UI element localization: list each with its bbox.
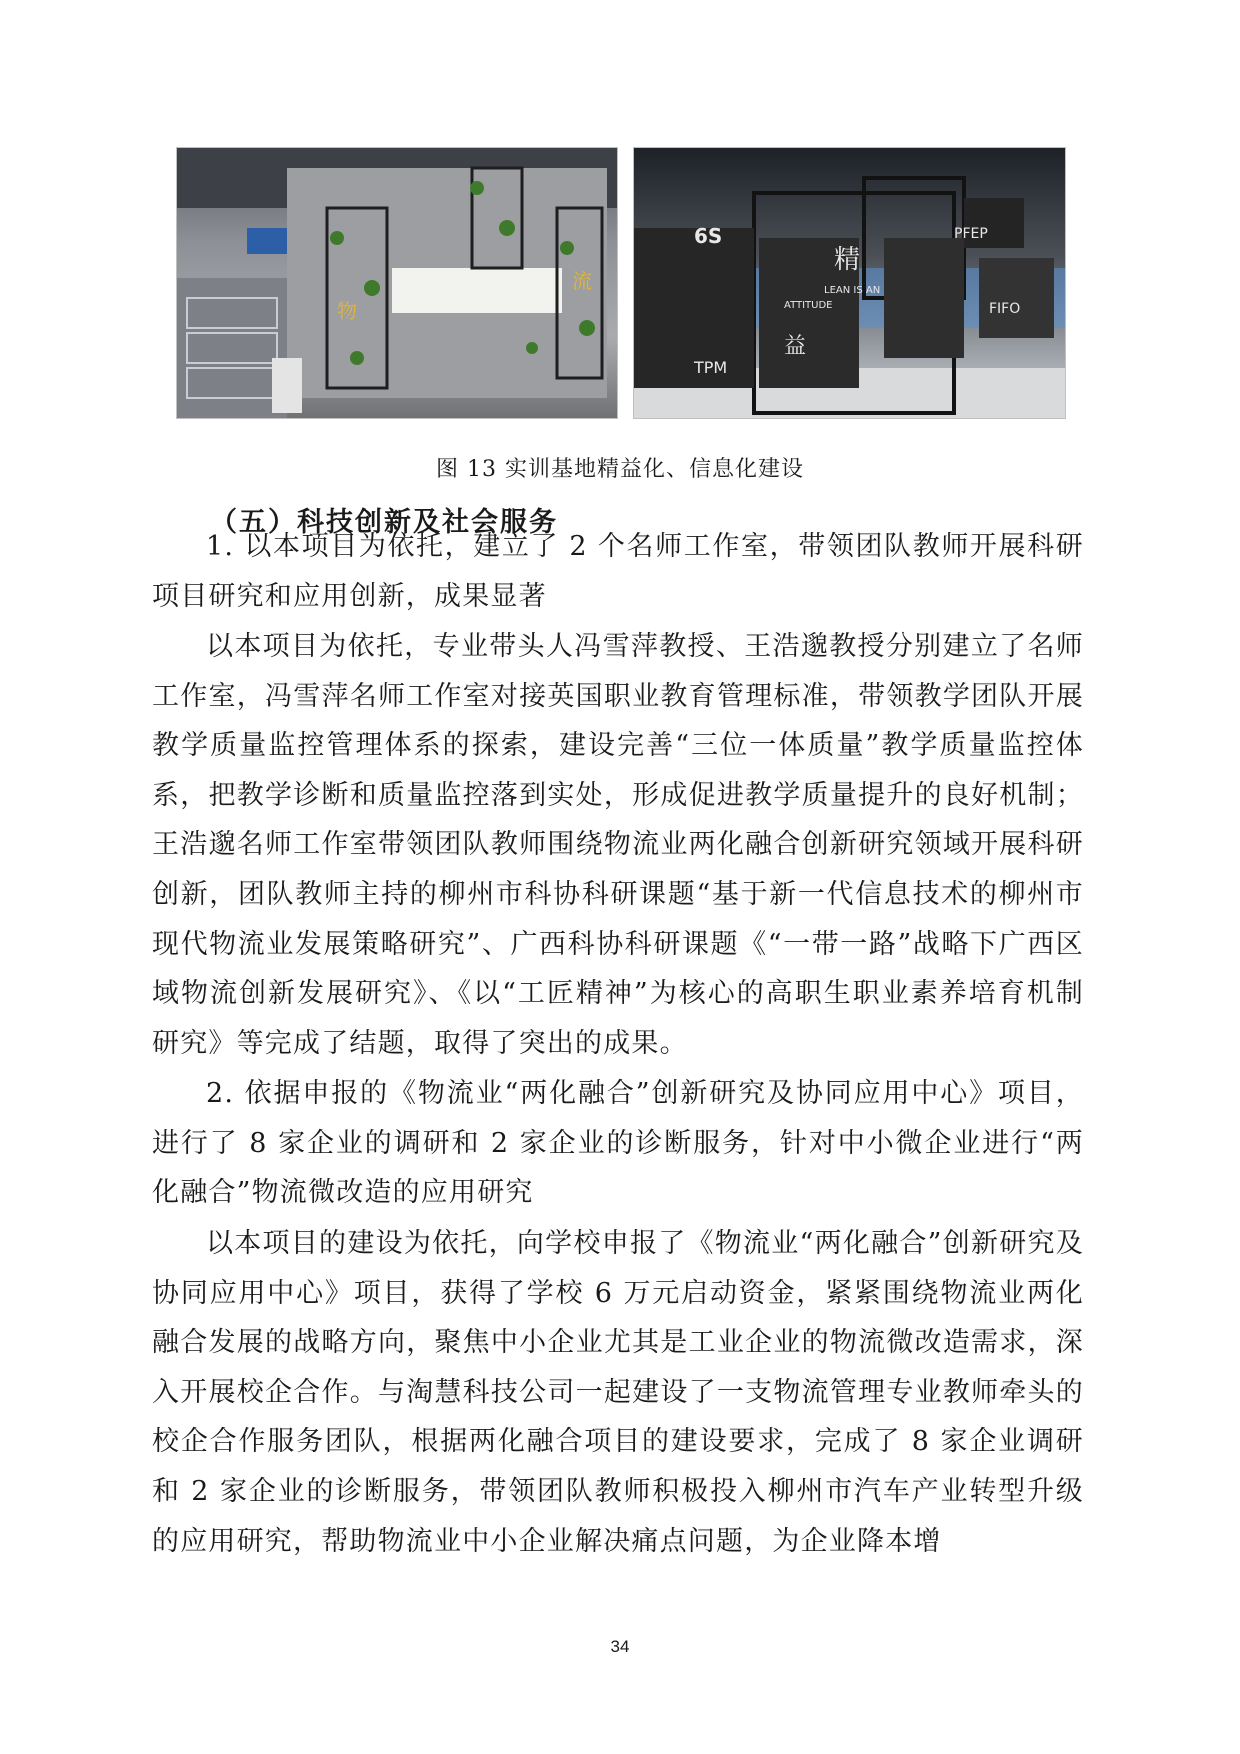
signage-jing: 精	[834, 245, 861, 275]
signage-yi: 益	[784, 334, 807, 359]
signage-wu: 物	[337, 299, 357, 323]
signage-pfep: PFEP	[954, 226, 988, 242]
warehouse-wall-illustration	[177, 148, 617, 418]
lean-display-illustration	[634, 148, 1065, 418]
paragraph-4: 以本项目的建设为依托，向学校申报了《物流业“两化融合”创新研究及协同应用中心》项目，获得了学校 6 万元启动资金，紧紧围绕物流业两化融合发展的战略方向，聚焦中小企业尤其是工业企业的物流微改造需求，深入开展校企合作。与淘慧科技公司一起建设了一支物流管理专业教师牵头的校企合作服务团队，根据两化融合项目的建设要求，完成了 8 家企业调研和 2 家企业的诊断服务，带领团队教师积极投入柳州市汽车产业转型升级的应用研究，帮助物流业中小企业解决痛点问题，为企业降本增	[152, 1228, 1084, 1557]
signage-fifo: FIFO	[989, 301, 1021, 317]
page-number: 34	[610, 1637, 630, 1656]
signage-tpm: TPM	[694, 358, 728, 377]
training-base-photo-right	[633, 147, 1066, 419]
figure-caption: 图 13 实训基地精益化、信息化建设	[436, 457, 804, 482]
paragraph-1: 1. 以本项目为依托，建立了 2 个名师工作室，带领团队教师开展科研项目研究和应用创新，成果显著	[152, 531, 1084, 612]
signage-6s: 6S	[694, 224, 723, 248]
paragraph-2: 以本项目为依托，专业带头人冯雪萍教授、王浩邈教授分别建立了名师工作室，冯雪萍名师工作室对接英国职业教育管理标准，带领教学团队开展教学质量监控管理体系的探索，建设完善“三位一体质量”教学质量监控体系，把教学诊断和质量监控落到实处，形成促进教学质量提升的良好机制；王浩邈名师工作室带领团队教师围绕物流业两化融合创新研究领域开展科研创新，团队教师主持的柳州市科协科研课题“基于新一代信息技术的柳州市现代物流业发展策略研究”、广西科协科研课题《“一带一路”战略下广西区域物流创新发展研究》、《以“工匠精神”为核心的高职生职业素养培育机制研究》等完成了结题，取得了突出的成果。	[152, 631, 1084, 1059]
training-base-photo-left	[176, 147, 618, 419]
signage-lean-is-an: LEAN IS AN	[824, 285, 881, 296]
signage-attitude: ATTITUDE	[784, 300, 833, 311]
section-heading: （五）科技创新及社会服务	[210, 507, 558, 538]
paragraph-3: 2. 依据申报的《物流业“两化融合”创新研究及协同应用中心》项目，进行了 8 家企业的调研和 2 家企业的诊断服务，针对中小微企业进行“两化融合”物流微改造的应用研究	[152, 1078, 1084, 1209]
signage-liu: 流	[572, 269, 592, 293]
